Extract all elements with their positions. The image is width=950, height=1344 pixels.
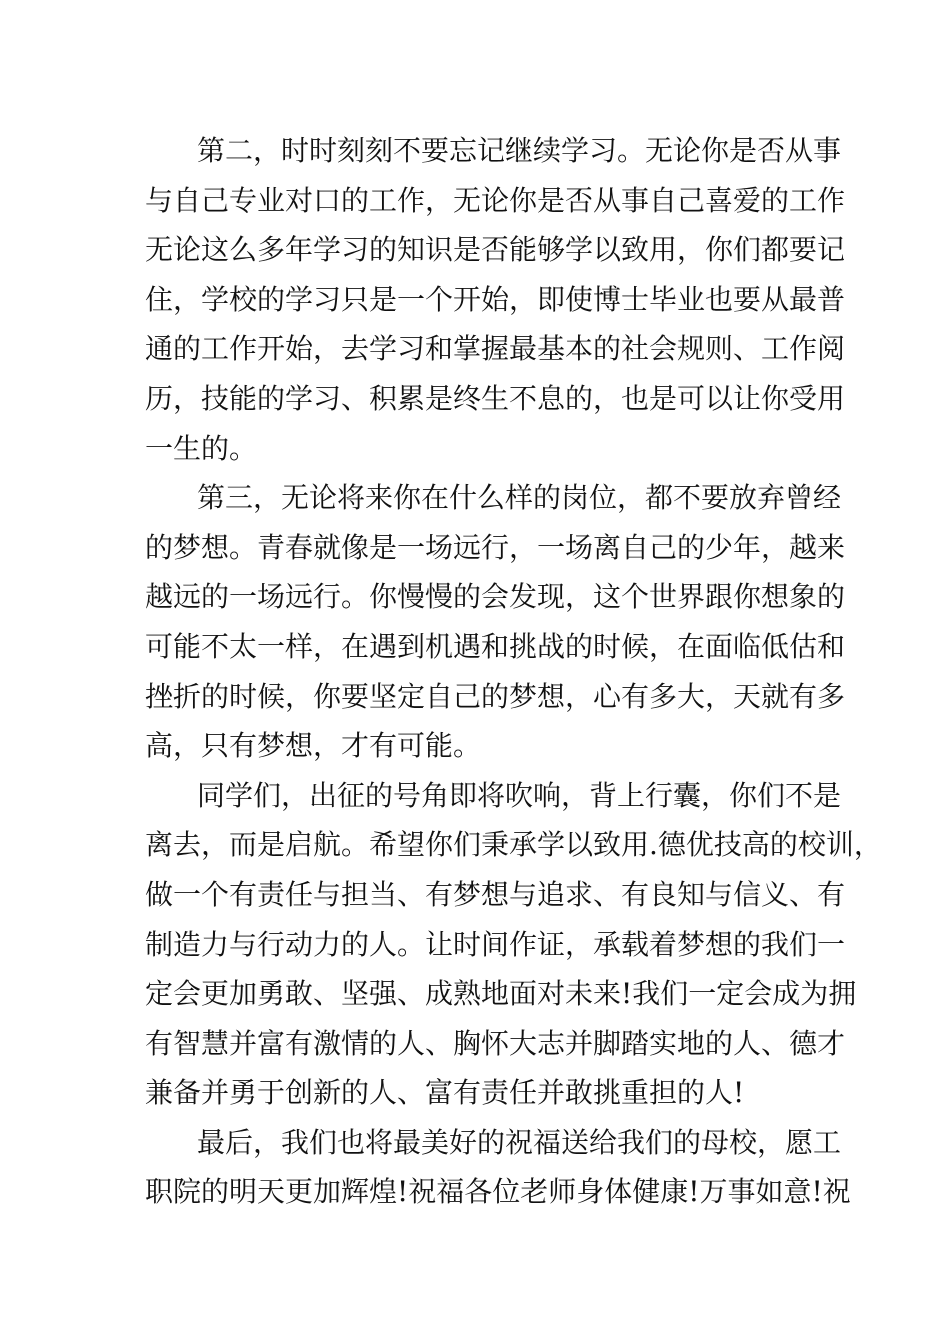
paragraph xyxy=(145,1118,851,1217)
paragraph-line: 第三，无论将来你在什么样的岗位，都不要放弃曾经 xyxy=(197,481,842,515)
paragraph-line: 挫折的时候，你要坚定自己的梦想，心有多大，天就有多 xyxy=(145,679,846,713)
paragraph-line: 越远的一场远行。你慢慢的会发现，这个世界跟你想象的 xyxy=(145,580,846,614)
paragraph-line: 一生的。 xyxy=(145,431,258,465)
paragraph-line: 定会更加勇敢、坚强、成熟地面对未来!我们一定会成为拥 xyxy=(145,977,857,1011)
paragraph-line: 制造力与行动力的人。让时间作证，承载着梦想的我们一 xyxy=(145,927,846,961)
paragraph-line: 无论这么多年学习的知识是否能够学以致用，你们都要记 xyxy=(145,233,846,267)
paragraph-line: 做一个有责任与担当、有梦想与追求、有良知与信义、有 xyxy=(145,877,846,911)
paragraph-line: 的梦想。青春就像是一场远行，一场离自己的少年，越来 xyxy=(145,530,846,564)
paragraph-line: 可能不太一样，在遇到机遇和挑战的时候，在面临低估和 xyxy=(145,629,846,663)
paragraph-line: 通的工作开始，去学习和掌握最基本的社会规则、工作阅 xyxy=(145,332,846,366)
paragraph xyxy=(145,126,846,473)
paragraph-line: 离去，而是启航。希望你们秉承学以致用.德优技高的校训， xyxy=(145,828,882,862)
paragraph xyxy=(145,473,846,771)
document-body xyxy=(145,126,882,1217)
paragraph-line: 第二，时时刻刻不要忘记继续学习。无论你是否从事 xyxy=(197,134,842,167)
paragraph-line: 有智慧并富有激情的人、胸怀大志并脚踏实地的人、德才 xyxy=(145,1026,846,1060)
paragraph-line: 高，只有梦想，才有可能。 xyxy=(145,729,482,763)
paragraph-line: 职院的明天更加辉煌!祝福各位老师身体健康!万事如意!祝 xyxy=(145,1175,851,1209)
paragraph xyxy=(145,771,882,1118)
paragraph-line: 历，技能的学习、积累是终生不息的，也是可以让你受用 xyxy=(145,381,846,415)
paragraph-line: 与自己专业对口的工作，无论你是否从事自己喜爱的工作 xyxy=(145,183,846,217)
paragraph-line: 最后，我们也将最美好的祝福送给我们的母校，愿工 xyxy=(197,1125,842,1159)
paragraph-line: 住，学校的学习只是一个开始，即使博士毕业也要从最普 xyxy=(145,282,846,316)
paragraph-line: 兼备并勇于创新的人、富有责任并敢挑重担的人! xyxy=(145,1076,745,1110)
paragraph-line: 同学们，出征的号角即将吹响，背上行囊，你们不是 xyxy=(197,778,842,812)
